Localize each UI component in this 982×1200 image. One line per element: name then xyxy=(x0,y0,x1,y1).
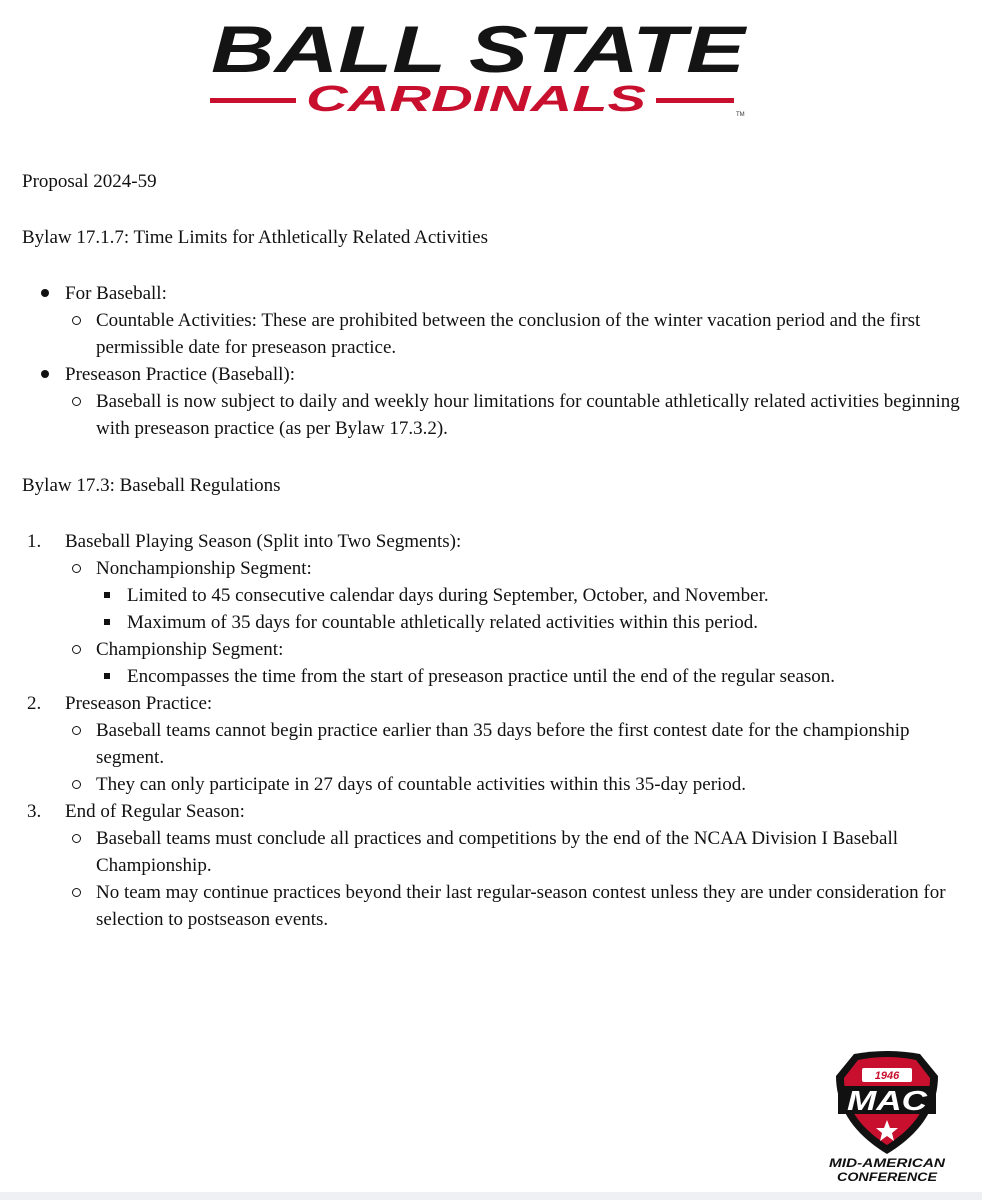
list-item xyxy=(96,582,962,609)
logo-line2: CARDINALS xyxy=(306,78,646,119)
circle-bullet-icon xyxy=(69,825,83,852)
circle-bullet-icon xyxy=(69,879,83,906)
page-bottom-edge xyxy=(0,1192,982,1200)
document-body xyxy=(22,168,962,933)
list-item xyxy=(22,361,962,442)
circle-bullet-icon xyxy=(69,555,83,582)
list-number: 3. xyxy=(27,801,42,822)
bullet-icon xyxy=(35,361,55,388)
list-item xyxy=(96,609,962,636)
list-item xyxy=(22,280,962,361)
list-item-label: Baseball Playing Season (Split into Two Segments): xyxy=(65,531,462,552)
list-item-text: Encompasses the time from the start of preseason practice until the end of the regular season. xyxy=(127,666,836,687)
ball-state-cardinals-logo xyxy=(200,14,760,126)
circle-bullet-icon xyxy=(69,636,83,663)
list-item-text: Countable Activities: These are prohibited between the conclusion of the winter vacation period and the first permissible date for preseason practice. xyxy=(96,310,921,358)
list-item xyxy=(65,879,962,933)
bullet-icon xyxy=(35,280,55,307)
circle-bullet-icon xyxy=(69,388,83,415)
list-item-label: For Baseball: xyxy=(65,283,167,304)
circle-bullet-icon xyxy=(69,771,83,798)
list-item xyxy=(65,771,962,798)
circle-bullet-icon xyxy=(69,717,83,744)
list-item-text: Baseball is now subject to daily and weekly hour limitations for countable athletically related activities beginning with preseason practice (as per Bylaw 17.3.2). xyxy=(96,391,960,439)
list-item-text: Limited to 45 consecutive calendar days during September, October, and November. xyxy=(127,585,769,606)
square-bullet-icon xyxy=(100,609,114,636)
mac-conference-logo xyxy=(824,1050,950,1184)
list-number: 1. xyxy=(27,531,42,552)
list-item-text: They can only participate in 27 days of countable activities within this 35-day period. xyxy=(96,774,747,795)
proposal-number: Proposal 2024-59 xyxy=(22,171,157,192)
list-item xyxy=(65,388,962,442)
list-item xyxy=(65,825,962,879)
list-item-text: No team may continue practices beyond their last regular-season contest unless they are under consideration for selection to postseason events. xyxy=(96,882,946,930)
list-item xyxy=(65,717,962,771)
mac-name-line2: CONFERENCE xyxy=(837,1170,939,1184)
section2-list xyxy=(22,528,962,933)
list-item-text: Championship Segment: xyxy=(96,639,284,660)
list-item-label: Preseason Practice (Baseball): xyxy=(65,364,296,385)
list-number: 2. xyxy=(27,693,42,714)
logo-line1: BALL STATE xyxy=(211,14,748,86)
list-item-label: End of Regular Season: xyxy=(65,801,245,822)
list-item-text: Baseball teams cannot begin practice earlier than 35 days before the first contest date for the championship segment. xyxy=(96,720,910,768)
list-item xyxy=(22,798,962,933)
section1-list xyxy=(22,280,962,442)
list-item xyxy=(22,528,962,690)
list-item xyxy=(65,555,962,636)
section1-title: Bylaw 17.1.7: Time Limits for Athletically Related Activities xyxy=(22,227,488,248)
square-bullet-icon xyxy=(100,663,114,690)
mac-year: 1946 xyxy=(874,1070,900,1082)
circle-bullet-icon xyxy=(69,307,83,334)
list-item-text: Nonchampionship Segment: xyxy=(96,558,312,579)
list-item xyxy=(96,663,962,690)
mac-letters: MAC xyxy=(847,1085,928,1116)
square-bullet-icon xyxy=(100,582,114,609)
list-item-text: Baseball teams must conclude all practices and competitions by the end of the NCAA Division I Baseball Championship. xyxy=(96,828,899,876)
section2-title: Bylaw 17.3: Baseball Regulations xyxy=(22,475,281,496)
logo-tm: TM xyxy=(736,112,745,118)
list-item xyxy=(65,636,962,690)
list-item-text: Maximum of 35 days for countable athletically related activities within this period. xyxy=(127,612,759,633)
list-item xyxy=(65,307,962,361)
mac-name-line1: MID-AMERICAN xyxy=(829,1156,946,1170)
list-item-label: Preseason Practice: xyxy=(65,693,213,714)
list-item xyxy=(22,690,962,798)
